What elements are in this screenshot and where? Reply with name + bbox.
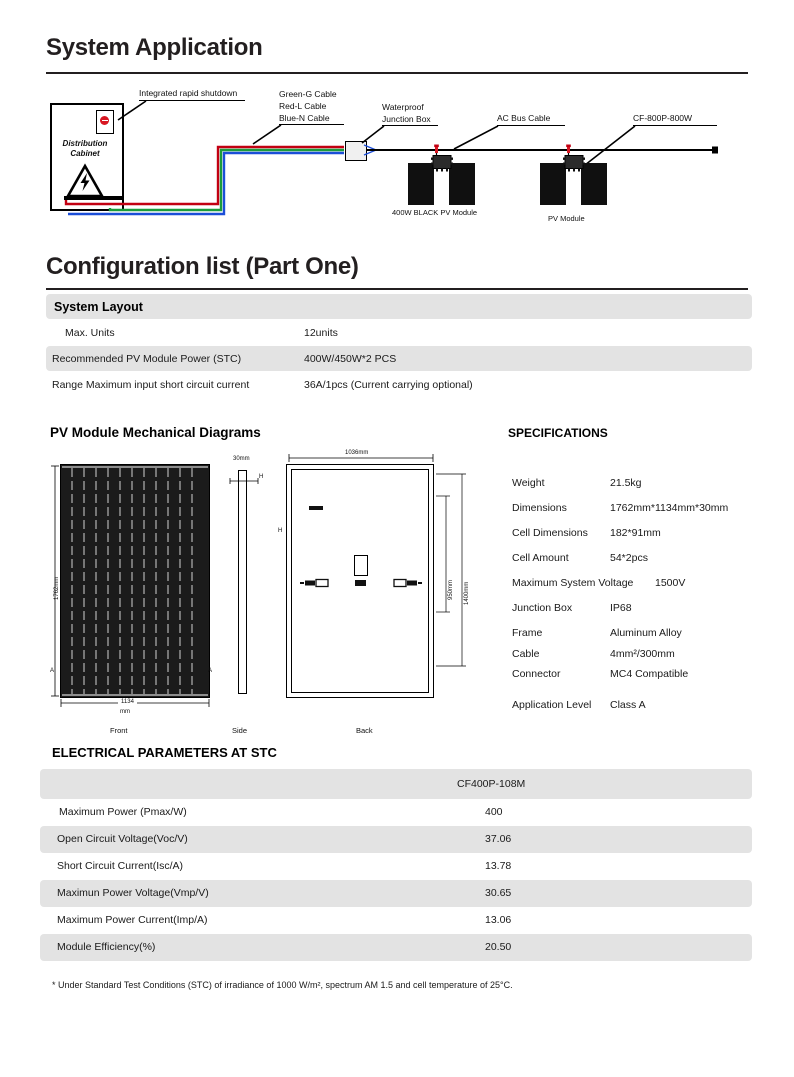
junction-box-label-line2: Junction Box xyxy=(382,114,431,124)
back-dimension-inner-label: 950mm xyxy=(448,579,454,600)
spec-value: 182*91mm xyxy=(610,527,661,539)
front-width-dimension-number: 1134 xyxy=(118,699,137,705)
row-label: Short Circuit Current(Isc/A) xyxy=(57,860,184,872)
back-cable-connector-right xyxy=(388,578,422,588)
back-cable-connector-left xyxy=(300,578,334,588)
row-label: Range Maximum input short circuit current xyxy=(52,379,250,391)
inverter-model-leader xyxy=(583,125,637,167)
side-marker-h: H xyxy=(259,474,264,480)
page-title-system-application: System Application xyxy=(46,34,263,61)
row-label: Open Circuit Voltage(Voc/V) xyxy=(57,833,188,845)
section-title-specifications: SPECIFICATIONS xyxy=(508,426,608,440)
cable-label-leader xyxy=(251,124,283,146)
side-thickness-label: 30mm xyxy=(233,456,250,462)
ac-bus-underline xyxy=(497,125,565,126)
spec-value: MC4 Compatible xyxy=(610,668,689,680)
spec-key: Weight xyxy=(512,477,545,489)
side-view-caption: Side xyxy=(232,726,248,735)
row-value: 20.50 xyxy=(485,941,512,953)
spec-value: Class A xyxy=(610,699,646,711)
spec-key: Dimensions xyxy=(512,502,567,514)
electrical-header-model: CF400P-108M xyxy=(457,778,526,790)
microinverter-unit xyxy=(562,144,588,178)
back-junction-box xyxy=(354,555,368,576)
microinverter-unit xyxy=(430,144,456,178)
spec-key: Cell Amount xyxy=(512,552,569,564)
system-layout-header-band xyxy=(46,294,752,319)
inverter-model-underline xyxy=(633,125,717,126)
cable-label-underline xyxy=(279,124,344,125)
spec-key: Connector xyxy=(512,668,561,680)
side-panel-body xyxy=(238,470,247,694)
row-value: 400 xyxy=(485,806,503,818)
cable-label-red: Red-L Cable xyxy=(279,101,327,111)
electrical-footnote: * Under Standard Test Conditions (STC) of irradiance of 1000 W/m², spectrum AM 1.5 and cell temperature of 25°C. xyxy=(52,980,513,990)
row-value: 37.06 xyxy=(485,833,512,845)
cable-label-green: Green-G Cable xyxy=(279,89,337,99)
row-label: Module Efficiency(%) xyxy=(57,941,156,953)
spec-value: 1500V xyxy=(655,577,686,589)
row-value: 12units xyxy=(304,327,338,339)
ac-bus-label: AC Bus Cable xyxy=(497,113,551,123)
front-marker-a-left: A xyxy=(50,668,55,674)
row-label: Maximun Power Voltage(Vmp/V) xyxy=(57,887,209,899)
system-application-diagram xyxy=(0,0,794,230)
ac-bus-leader xyxy=(452,125,500,151)
row-label: Max. Units xyxy=(65,327,115,339)
page-title-configuration-list: Configuration list (Part One) xyxy=(46,253,359,280)
front-view-caption: Front xyxy=(110,726,128,735)
cabinet-label-line1: Distribution xyxy=(62,139,108,148)
back-label-sticker xyxy=(309,506,323,510)
row-value: 30.65 xyxy=(485,887,512,899)
section-title-mechanical-diagrams: PV Module Mechanical Diagrams xyxy=(50,425,261,440)
spec-value: IP68 xyxy=(610,602,632,614)
title-rule-configuration-list xyxy=(46,288,748,290)
spec-value: 4mm²/300mm xyxy=(610,648,675,660)
callout-rapid-shutdown-leader xyxy=(108,100,148,122)
row-value: 400W/450W*2 PCS xyxy=(304,353,397,365)
electrical-header-band xyxy=(40,769,752,799)
row-label: Maximum Power Current(Imp/A) xyxy=(57,914,208,926)
front-width-dimension-unit: mm xyxy=(120,709,130,715)
row-value: 13.78 xyxy=(485,860,512,872)
row-value: 13.06 xyxy=(485,914,512,926)
spec-value: 1762mm*1134mm*30mm xyxy=(610,502,729,514)
back-dimension-outer-label: 1400mm xyxy=(464,581,470,605)
spec-value: Aluminum Alloy xyxy=(610,627,682,639)
section-title-electrical-parameters: ELECTRICAL PARAMETERS AT STC xyxy=(52,745,277,760)
rapid-shutdown-slot-icon xyxy=(102,120,108,122)
callout-rapid-shutdown-underline xyxy=(139,100,245,101)
spec-key: Cell Dimensions xyxy=(512,527,588,539)
back-marker-h-left: H xyxy=(278,528,283,534)
back-view-caption: Back xyxy=(356,726,373,735)
side-thickness-dimension-line xyxy=(228,476,262,486)
junction-box-label-line1: Waterproof xyxy=(382,102,424,112)
junction-box-label-underline xyxy=(382,125,438,126)
table-row xyxy=(46,320,752,345)
module-caption-right: PV Module xyxy=(548,214,585,223)
module-caption-left: 400W BLACK PV Module xyxy=(392,208,478,217)
back-vertical-dimension-lines xyxy=(432,470,478,694)
callout-rapid-shutdown-label: Integrated rapid shutdown xyxy=(139,88,238,98)
inverter-model-label: CF-800P-800W xyxy=(633,113,693,123)
front-panel-cells xyxy=(60,464,213,698)
spec-key: Junction Box xyxy=(512,602,573,614)
cabinet-label-line2: Cabinet xyxy=(70,149,100,158)
cable-run-graphic xyxy=(48,140,348,220)
row-label: Recommended PV Module Power (STC) xyxy=(52,353,242,365)
spec-key: Maximum System Voltage xyxy=(512,577,634,589)
front-marker-a-right: A xyxy=(208,668,213,674)
spec-key: Cable xyxy=(512,648,540,660)
row-label: Maximum Power (Pmax/W) xyxy=(59,806,187,818)
back-width-dimension-label: 1036mm xyxy=(345,450,369,456)
back-center-connector xyxy=(355,580,366,586)
cable-label-blue: Blue-N Cable xyxy=(279,113,330,123)
system-layout-title: System Layout xyxy=(54,300,143,314)
spec-value: 21.5kg xyxy=(610,477,642,489)
spec-key: Frame xyxy=(512,627,543,639)
ac-bus-line xyxy=(362,140,724,162)
spec-key: Application Level xyxy=(512,699,592,711)
row-value: 36A/1pcs (Current carrying optional) xyxy=(304,379,473,391)
spec-value: 54*2pcs xyxy=(610,552,648,564)
front-height-dimension-label: 1762mm xyxy=(54,576,60,600)
